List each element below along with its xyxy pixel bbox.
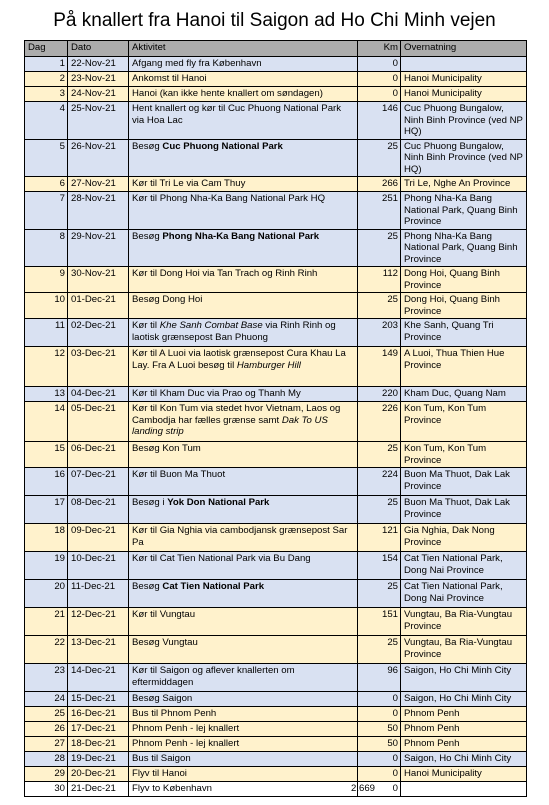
cell-aktivitet (129, 102, 358, 140)
cell-km: 0 (358, 692, 401, 707)
table-row (25, 229, 527, 267)
cell-overnatning: Phnom Penh (401, 707, 527, 722)
cell-dato: 22-Nov-21 (68, 57, 129, 72)
cell-dato: 10-Dec-21 (68, 552, 129, 580)
cell-aktivitet (129, 267, 358, 293)
cell-aktivitet (129, 782, 358, 797)
cell-km: 203 (358, 319, 401, 347)
cell-dato: 08-Dec-21 (68, 496, 129, 524)
table-row (25, 468, 527, 496)
cell-dato: 18-Dec-21 (68, 737, 129, 752)
cell-overnatning: Phong Nha-Ka Bang National Park, Quang Binh Province (401, 229, 527, 267)
cell-km: 0 (358, 707, 401, 722)
cell-overnatning: Phong Nha-Ka Bang National Park, Quang Binh Province (401, 192, 527, 230)
cell-dag: 13 (25, 387, 68, 402)
aktivitet-text: Besøg (132, 581, 163, 592)
cell-overnatning: Vungtau, Ba Ria-Vungtau Province (401, 608, 527, 636)
table-row (25, 737, 527, 752)
cell-km: 220 (358, 387, 401, 402)
cell-aktivitet (129, 636, 358, 664)
cell-km: 50 (358, 737, 401, 752)
aktivitet-text: Hanoi (kan ikke hente knallert om søndagen) (132, 88, 323, 99)
cell-dag: 5 (25, 139, 68, 177)
cell-overnatning: Buon Ma Thuot, Dak Lak Province (401, 496, 527, 524)
table-row (25, 57, 527, 72)
header-km: Km (358, 41, 401, 57)
cell-overnatning: Cuc Phuong Bungalow, Ninh Binh Province (ved NP HQ) (401, 139, 527, 177)
cell-overnatning: Cat Tien National Park, Dong Nai Province (401, 552, 527, 580)
table-row (25, 636, 527, 664)
cell-dato: 30-Nov-21 (68, 267, 129, 293)
cell-km: 0 (358, 72, 401, 87)
header-dag: Dag (25, 41, 68, 57)
aktivitet-text: Khe Sanh Combat Base (159, 320, 263, 331)
header-row (25, 41, 527, 57)
aktivitet-text: Bus til Saigon (132, 753, 191, 764)
cell-aktivitet (129, 57, 358, 72)
aktivitet-text: Flyv to København (132, 783, 212, 794)
cell-dato: 05-Dec-21 (68, 402, 129, 442)
cell-aktivitet (129, 402, 358, 442)
aktivitet-text: Besøg Vungtau (132, 637, 198, 648)
cell-km: 121 (358, 524, 401, 552)
aktivitet-text: Flyv til Hanoi (132, 768, 187, 779)
aktivitet-text: Kør til Kham Duc via Prao og Thanh My (132, 388, 301, 399)
cell-dato: 11-Dec-21 (68, 580, 129, 608)
aktivitet-text: Hamburger Hill (236, 359, 301, 371)
aktivitet-text: Kør til Vungtau (132, 609, 196, 620)
cell-aktivitet (129, 767, 358, 782)
cell-km: 251 (358, 192, 401, 230)
cell-dag: 10 (25, 293, 68, 319)
total-km: 2.669 (350, 783, 375, 794)
cell-overnatning: Hanoi Municipality (401, 767, 527, 782)
table-row (25, 707, 527, 722)
cell-aktivitet (129, 707, 358, 722)
cell-km: 151 (358, 608, 401, 636)
cell-aktivitet (129, 229, 358, 267)
table-row (25, 139, 527, 177)
table-row (25, 319, 527, 347)
cell-km: 25 (358, 229, 401, 267)
cell-dato: 13-Dec-21 (68, 636, 129, 664)
cell-km: 25 (358, 139, 401, 177)
cell-km: 25 (358, 636, 401, 664)
table-row (25, 177, 527, 192)
cell-dag: 24 (25, 692, 68, 707)
table-row (25, 580, 527, 608)
cell-aktivitet (129, 387, 358, 402)
table-row (25, 402, 527, 442)
table-row (25, 782, 527, 797)
aktivitet-text: Kør til Gia Nghia via cambodjansk grænsepost Sar Pa (132, 525, 348, 548)
table-row (25, 552, 527, 580)
cell-overnatning: Saigon, Ho Chi Minh City (401, 664, 527, 692)
cell-aktivitet (129, 87, 358, 102)
cell-dato: 09-Dec-21 (68, 524, 129, 552)
aktivitet-text: Besøg Kon Tum (132, 443, 201, 454)
cell-aktivitet (129, 752, 358, 767)
cell-aktivitet (129, 293, 358, 319)
table-row (25, 608, 527, 636)
cell-dato: 04-Dec-21 (68, 387, 129, 402)
cell-overnatning: Vungtau, Ba Ria-Vungtau Province (401, 636, 527, 664)
cell-aktivitet (129, 347, 358, 387)
cell-overnatning: Kon Tum, Kon Tum Province (401, 402, 527, 442)
cell-km: 154 (358, 552, 401, 580)
cell-dag: 22 (25, 636, 68, 664)
cell-km: 0 (358, 782, 401, 797)
table-row (25, 387, 527, 402)
cell-km: 0 (358, 767, 401, 782)
cell-km: 0 (358, 87, 401, 102)
cell-km: 146 (358, 102, 401, 140)
cell-dato: 28-Nov-21 (68, 192, 129, 230)
cell-dato: 25-Nov-21 (68, 102, 129, 140)
cell-aktivitet (129, 72, 358, 87)
cell-dag: 11 (25, 319, 68, 347)
table-body (25, 57, 527, 797)
cell-dato: 03-Dec-21 (68, 347, 129, 387)
table-row (25, 496, 527, 524)
cell-dato: 26-Nov-21 (68, 139, 129, 177)
aktivitet-text: Kør til Buon Ma Thuot (132, 469, 226, 480)
aktivitet-text: Phnom Penh - lej knallert (132, 723, 240, 734)
aktivitet-text: Kør til Tri Le via Cam Thuy (132, 178, 246, 189)
aktivitet-text: Kør til (132, 320, 160, 331)
cell-dato: 06-Dec-21 (68, 442, 129, 468)
aktivitet-text: Afgang med fly fra København (132, 58, 262, 69)
cell-dag: 25 (25, 707, 68, 722)
table-row (25, 767, 527, 782)
cell-aktivitet (129, 580, 358, 608)
cell-dato: 12-Dec-21 (68, 608, 129, 636)
aktivitet-text: Besøg Saigon (132, 693, 193, 704)
cell-aktivitet (129, 524, 358, 552)
cell-dato: 24-Nov-21 (68, 87, 129, 102)
cell-km: 266 (358, 177, 401, 192)
cell-aktivitet (129, 177, 358, 192)
header-dato: Dato (68, 41, 129, 57)
header-overnatning: Overnatning (401, 41, 527, 57)
cell-aktivitet (129, 664, 358, 692)
cell-aktivitet (129, 692, 358, 707)
table-row (25, 692, 527, 707)
cell-aktivitet (129, 139, 358, 177)
cell-overnatning: Phnom Penh (401, 737, 527, 752)
cell-dato: 21-Dec-21 (68, 782, 129, 797)
cell-km: 50 (358, 722, 401, 737)
cell-aktivitet (129, 496, 358, 524)
cell-dato: 23-Nov-21 (68, 72, 129, 87)
aktivitet-text: Besøg Dong Hoi (132, 294, 203, 305)
table-row (25, 664, 527, 692)
cell-km: 25 (358, 293, 401, 319)
cell-dag: 28 (25, 752, 68, 767)
cell-overnatning: Hanoi Municipality (401, 87, 527, 102)
cell-dag: 6 (25, 177, 68, 192)
cell-km: 25 (358, 496, 401, 524)
aktivitet-text: Besøg (132, 140, 163, 152)
aktivitet-text: Ankomst til Hanoi (132, 73, 207, 84)
cell-dag: 8 (25, 229, 68, 267)
table-row (25, 293, 527, 319)
cell-aktivitet (129, 468, 358, 496)
cell-overnatning: Buon Ma Thuot, Dak Lak Province (401, 468, 527, 496)
cell-dag: 4 (25, 102, 68, 140)
table-row (25, 192, 527, 230)
cell-dag: 14 (25, 402, 68, 442)
cell-overnatning (401, 57, 527, 72)
cell-dag: 26 (25, 722, 68, 737)
cell-overnatning: Kon Tum, Kon Tum Province (401, 442, 527, 468)
cell-dag: 9 (25, 267, 68, 293)
cell-km: 96 (358, 664, 401, 692)
table-row (25, 722, 527, 737)
cell-overnatning: Cat Tien National Park, Dong Nai Province (401, 580, 527, 608)
cell-overnatning: Dong Hoi, Quang Binh Province (401, 293, 527, 319)
cell-dag: 17 (25, 496, 68, 524)
aktivitet-text: Kør til Cat Tien National Park via Bu Dang (132, 553, 311, 564)
cell-overnatning: Tri Le, Nghe An Province (401, 177, 527, 192)
cell-dato: 19-Dec-21 (68, 752, 129, 767)
cell-dato: 27-Nov-21 (68, 177, 129, 192)
cell-dato: 17-Dec-21 (68, 722, 129, 737)
cell-overnatning: Gia Nghia, Dak Nong Province (401, 524, 527, 552)
itinerary-table (24, 40, 527, 797)
cell-overnatning: Dong Hoi, Quang Binh Province (401, 267, 527, 293)
cell-dato: 16-Dec-21 (68, 707, 129, 722)
cell-dato: 15-Dec-21 (68, 692, 129, 707)
header-aktivitet: Aktivitet (129, 41, 358, 57)
aktivitet-text: Bus til Phnom Penh (132, 708, 217, 719)
cell-dato: 29-Nov-21 (68, 229, 129, 267)
cell-km: 224 (358, 468, 401, 496)
table-row (25, 347, 527, 387)
cell-overnatning: A Luoi, Thua Thien Hue Province (401, 347, 527, 387)
cell-dag: 18 (25, 524, 68, 552)
table-row (25, 267, 527, 293)
cell-overnatning: Cuc Phuong Bungalow, Ninh Binh Province (ved NP HQ) (401, 102, 527, 140)
aktivitet-text: Besøg (132, 230, 163, 242)
aktivitet-text: Hent knallert og kør til Cuc Phuong National Park via Hoa Lac (132, 103, 342, 126)
aktivitet-text: Kør til Kon Tum via stedet hvor Vietnam, Laos og Cambodja har fælles grænse samt (132, 403, 341, 426)
cell-overnatning: Kham Duc, Quang Nam (401, 387, 527, 402)
cell-dag: 20 (25, 580, 68, 608)
cell-dato: 01-Dec-21 (68, 293, 129, 319)
aktivitet-text: Kør til Dong Hoi via Tan Trach og Rinh Rinh (132, 268, 318, 279)
cell-dag: 2 (25, 72, 68, 87)
cell-overnatning: Saigon, Ho Chi Minh City (401, 692, 527, 707)
cell-dag: 21 (25, 608, 68, 636)
aktivitet-text: Cuc Phuong National Park (162, 140, 283, 152)
aktivitet-text: Kør til Phong Nha-Ka Bang National Park HQ (132, 193, 326, 204)
table-row (25, 442, 527, 468)
cell-dag: 30 (25, 782, 68, 797)
table-row (25, 102, 527, 140)
cell-dag: 16 (25, 468, 68, 496)
cell-km: 149 (358, 347, 401, 387)
aktivitet-text: Phong Nha-Ka Bang National Park (162, 230, 320, 242)
aktivitet-text: via Rinh Rinh og laotisk grænsepost Ban Phuong (132, 320, 336, 343)
cell-aktivitet (129, 737, 358, 752)
cell-dag: 23 (25, 664, 68, 692)
cell-dato: 07-Dec-21 (68, 468, 129, 496)
cell-overnatning: Phnom Penh (401, 722, 527, 737)
aktivitet-text: Kør til Saigon og aflever knallerten om eftermiddagen (132, 665, 295, 688)
cell-km: 25 (358, 442, 401, 468)
cell-dag: 1 (25, 57, 68, 72)
cell-dag: 27 (25, 737, 68, 752)
cell-dag: 19 (25, 552, 68, 580)
cell-km: 226 (358, 402, 401, 442)
cell-dato: 02-Dec-21 (68, 319, 129, 347)
cell-km: 0 (358, 57, 401, 72)
cell-dag: 7 (25, 192, 68, 230)
table-row (25, 524, 527, 552)
cell-dag: 15 (25, 442, 68, 468)
cell-aktivitet (129, 608, 358, 636)
cell-aktivitet (129, 722, 358, 737)
table-row (25, 752, 527, 767)
aktivitet-text: Dak To US landing strip (132, 414, 328, 437)
cell-overnatning: Khe Sanh, Quang Tri Province (401, 319, 527, 347)
cell-overnatning: Saigon, Ho Chi Minh City (401, 752, 527, 767)
aktivitet-text: Kør til A Luoi via laotisk grænsepost Cura Khau La Lay. Fra A Luoi besøg til (132, 348, 346, 371)
cell-dag: 29 (25, 767, 68, 782)
cell-dato: 20-Dec-21 (68, 767, 129, 782)
page-title: På knallert fra Hanoi til Saigon ad Ho Chi Minh vejen (53, 10, 496, 31)
cell-aktivitet (129, 192, 358, 230)
aktivitet-text: Yok Don National Park (167, 497, 270, 508)
aktivitet-text: Cat Tien National Park (162, 581, 265, 592)
cell-dato: 14-Dec-21 (68, 664, 129, 692)
table-row (25, 72, 527, 87)
cell-km: 25 (358, 580, 401, 608)
cell-overnatning (401, 782, 527, 797)
cell-dag: 12 (25, 347, 68, 387)
cell-aktivitet (129, 552, 358, 580)
cell-aktivitet (129, 319, 358, 347)
aktivitet-text: Besøg i (132, 497, 168, 508)
cell-dag: 3 (25, 87, 68, 102)
cell-km: 112 (358, 267, 401, 293)
cell-km: 0 (358, 752, 401, 767)
cell-aktivitet (129, 442, 358, 468)
cell-overnatning: Hanoi Municipality (401, 72, 527, 87)
aktivitet-text: Phnom Penh - lej knallert (132, 738, 240, 749)
table-row (25, 87, 527, 102)
